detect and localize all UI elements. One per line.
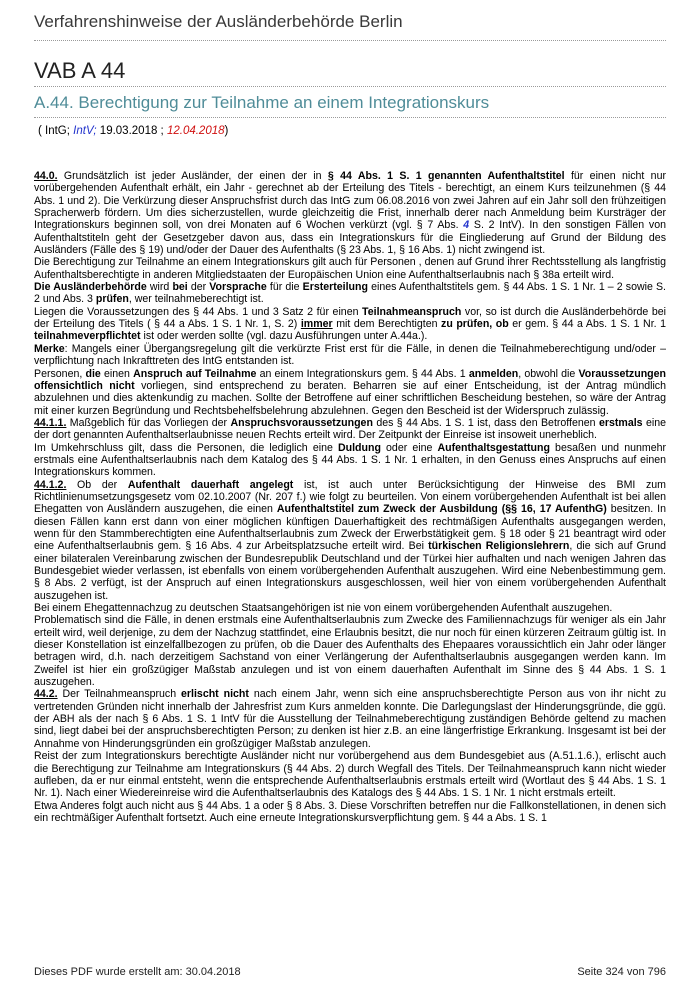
section-title: A.44. Berechtigung zur Teilnahme an einem Integrationskurs [34,93,490,112]
document-body [34,170,666,824]
paragraph-44-0: 44.0. Grundsätzlich ist jeder Ausländer, der einen der in § 44 Abs. 1 S. 1 genannten Aufenthaltstitel für einen nicht nur vorübergehenden Aufenthalt erhält, ein Jahr - gerechnet ab der Erteilung des Titels - berechtigt, an einem Kurs teilzunehmen (§ 44 Abs. 1 und 2). Die Verkürzung dieser Anspruchsfrist durch das IntG zum 06.08.2016 von zwei Jahren auf ein Jahr soll den frühzeitigen Spracherwerb fördern. Um dies sicherzustellen, wurde gleichzeitig die Frist, innerhalb derer nach Anmeldung beim Kursträger der Integrationskurs beginnen soll, von drei Monaten auf 6 Wochen verkürzt (vgl. § 7 Abs. 4 S. 2 IntV). In den sonstigen Fällen von Aufenthaltstiteln geht der Gesetzgeber davon aus, dass ein Integrationskurs für die Eingliederung auf Grund der Bildung des Ausländers (Fälle des § 19) und/oder der Dauer des Aufenthalts (§ 23 Abs. 1, § 16 Abs. 1) nicht zwingend ist. [34,170,667,257]
paragraph-number: 44.2. [34,688,58,701]
paragraph-vorsprache: Die Ausländerbehörde wird bei der Vorsprache für die Ersterteilung eines Aufenthaltstitels gem. § 44 Abs. 1 S. 1 Nr. 1 – 2 sowie S. 2 und Abs. 3 prüfen, wer teilnahmeberechtigt ist. [34,281,666,306]
paragraph-44-1-1: 44.1.1. Maßgeblich für das Vorliegen der Anspruchsvoraussetzungen des § 44 Abs. 1 S. 1 ist, dass den Betroffenen erstmals eine der dort genannten Aufenthaltserlaubnisse neuen Rechts erteilt wird. Der Zeitpunkt der Einreise ist insoweit unerheblich. [34,416,666,442]
law-references: ( IntG; IntV; 19.03.2018 ; 12.04.2018) [38,125,229,137]
paragraph-number: 44.1.1. [34,416,67,429]
paragraph-number: 44.1.2. [34,478,67,491]
paragraph-44-2: 44.2. Der Teilnahmeanspruch erlischt nicht nach einem Jahr, wenn sich eine anspruchsberechtigte Person aus von ihr nicht zu vertretenden Gründen nicht innerhalb der Jahresfrist zum Kurs anmelden konnte. Die Darlegungslast der Hinderungsgründe, die ggü. der ABH als der nach § 6 Abs. 1 S. 1 IntV für die Ausstellung der Teilnahmeberechtigung zuständigen Behörde geltend zu machen sind, liegt dabei bei der anspruchsberechtigten Person; zu denken ist hier z.B. an eine längerfristige Erkrankung. Insgesamt ist bei der Annahme von Hinderungsgründen ein großzügiger Maßstab anzulegen. [34,688,667,750]
paragraph-umkehrschluss: Im Umkehrschluss gilt, dass die Personen, die lediglich eine Duldung oder eine Aufenthaltsgestattung besaßen und nunmehr erstmals eine Aufenthaltserlaubnis nach dem Katalog des § 44 Abs. 1 S. 1 Nr. 1 erhalten, in den Genuss eines Anspruchs auf einen Integrationskurs kommen. [34,441,667,479]
paragraph-44-1-2: 44.1.2. Ob der Aufenthalt dauerhaft angelegt ist, ist auch unter Berücksichtigung der Hinweise des BMI zum Richtlinienumsetzungsgesetz vom 02.10.2007 (Nr. 207 f.) wie folgt zu beurteilen. Von einem vorübergehenden Aufenthalt ist bei allen Ehegatten von Ausländern auszugehen, die einen Aufenthaltstitel zum Zweck der Ausbildung (§§ 16, 17 AufenthG) besitzen. In diesen Fällen kann erst dann von einer möglichen künftigen Dauerhaftigkeit des rechtmäßigen Aufenthalts ausgegangen werden, wenn für den Stammberechtigten eine Aufenthaltserlaubnis zum Zweck der Erwerbstätigkeit gem. § 18 oder § 21 beantragt wird oder eine Aufenthaltserlaubnis gem. § 16 Abs. 4 zur Arbeitsplatzsuche erteilt wird. Bei türkischen Religionslehrern, die sich auf Grund einer bilateralen Vereinbarung zwischen der Bundesrepublik Deutschland und der Türkei hier aufhalten und nach wenigen Jahren das Bundesgebiet wieder verlassen, ist ebenfalls von einem vorübergehenden Aufenthalt auszugehen. Wird eine Nebenbestimmung gem. § 8 Abs. 2 verfügt, ist der Anspruch auf einen Integrationskurs ausgeschlossen, weil hier von einem vorübergehenden Aufenthalt auszugehen ist. [34,478,667,602]
paragraph-merke: Merke: Mangels einer Übergangsregelung gilt die verkürzte Frist erst für die Fälle, in denen die Teilnahmeberechtigung und/oder – verpflichtung nach Inkrafttreten des IntG entstanden ist. [34,342,666,368]
footer-created-date: Dieses PDF wurde erstellt am: 30.04.2018 [34,966,241,978]
paragraph-number: 44.0. [34,170,58,182]
paragraph-anmeldung: Personen, die einen Anspruch auf Teilnahme an einem Integrationskurs gem. § 44 Abs. 1 anmelden, obwohl die Voraussetzungen offensichtlich nicht vorliegen, sind entsprechend zu beraten. Beharren sie auf einer Entscheidung, ist der Antrag mündlich abzulehnen und dies aktenkundig zu machen. Sollte der Betroffene auf einer schriftlichen Bescheidung bestehen, so wäre der Antrag mit einer kurzen Begründung und Rechtsbehelfsbelehrung abzulehnen. Gegen den Bescheid ist der Widerspruch zulässig. [34,367,666,417]
section-divider [34,86,666,87]
header-divider [34,40,666,41]
intv-link[interactable]: IntV; [73,125,97,137]
paragraph-teilnahmeanspruch: Liegen die Voraussetzungen des § 44 Abs. 1 und 3 Satz 2 für einen Teilnahmeanspruch vor, so ist durch die Ausländerbehörde bei der Erteilung des Titels ( § 44 a Abs. 1 S. 1 Nr. 1, S. 2) immer mit dem Berechtigten zu prüfen, ob er gem. § 44 a Abs. 1 S. 1 Nr. 1 teilnahmeverpflichtet ist oder werden sollte (vgl. dazu Ausführungen unter A.44a.). [34,305,667,343]
footer-page-number: Seite 324 von 796 [577,966,666,978]
amendment-date: 12.04.2018 [166,125,225,137]
paragraph-ausreise: Reist der zum Integrationskurs berechtigte Ausländer nicht nur vorübergehend aus dem Bundesgebiet aus (A.51.1.6.), erlischt auch die Berechtigung zur Teilnahme am Integrationskurs (§ 44 Abs. 2) durch Wegfall des Titels. Der Teilnahmeanspruch kann nicht wieder aufleben, da er nur einmal entsteht, wenn die entsprechende Aufenthaltserlaubnis erstmals erteilt wird (Wortlaut des § 44 Abs. 1 S. 1 Nr. 1). Nach einer Wiedereinreise wird die Aufenthaltserlaubnis des Katalogs des § 44 Abs. 1 S. 1 Nr. 1 nicht erstmals erteilt. [34,750,666,800]
paragraph-familiennachzug: Problematisch sind die Fälle, in denen erstmals eine Aufenthaltserlaubnis zum Zwecke des Familiennachzugs für weniger als ein Jahr erteilt wird, weil derjenige, zu dem der Nachzug stattfindet, eine Erlaubnis besitzt, die nur noch für einen kürzeren Zeitraum gültig ist. In dieser Konstellation ist einzelfallbezogen zu prüfen, ob die Dauer des Aufenthalts des Ehepaares voraussichtlich ein Jahr oder länger betragen wird, d.h. nach derzeitigem Sachstand von einer Verlängerung der Aufenthaltserlaubnis ausgegangen werden kann. Im Zweifel ist hier ein großzügiger Maßstab anzulegen und ist von einem dauerhaften Aufenthalt im Sinne des § 44 Abs. 1 S. 1 auszugehen. [34,614,666,689]
section-code: VAB A 44 [34,58,126,83]
paragraph-ehegattennachzug: Bei einem Ehegattennachzug zu deutschen Staatsangehörigen ist nie von einem vorübergehenden Aufenthalt auszugehen. [34,602,613,615]
paragraph-fortsetzung: Etwa Anderes folgt auch nicht aus § 44 Abs. 1 a oder § 8 Abs. 3. Diese Vorschriften betreffen nur die Fallkonstellationen, in denen sich ein rechtmäßiger Aufenthalt fortsetzt. Auch eine erneute Integrationskursverpflichtung gem. § 44 a Abs. 1 S. 1 [34,799,666,824]
amendment-marker: 4 [463,219,470,232]
paragraph-38a: Die Berechtigung zur Teilnahme an einem Integrationskurs gilt auch für Personen , denen auf Grund ihrer Rechtsstellung als langfristig Aufenthaltsberechtigte in anderen Mitgliedstaaten der Europäischen Union eine Aufenthaltserlaubnis nach § 38a erteilt wird. [34,256,666,281]
document-header: Verfahrenshinweise der Ausländerbehörde Berlin [34,12,403,31]
title-divider [34,117,666,118]
